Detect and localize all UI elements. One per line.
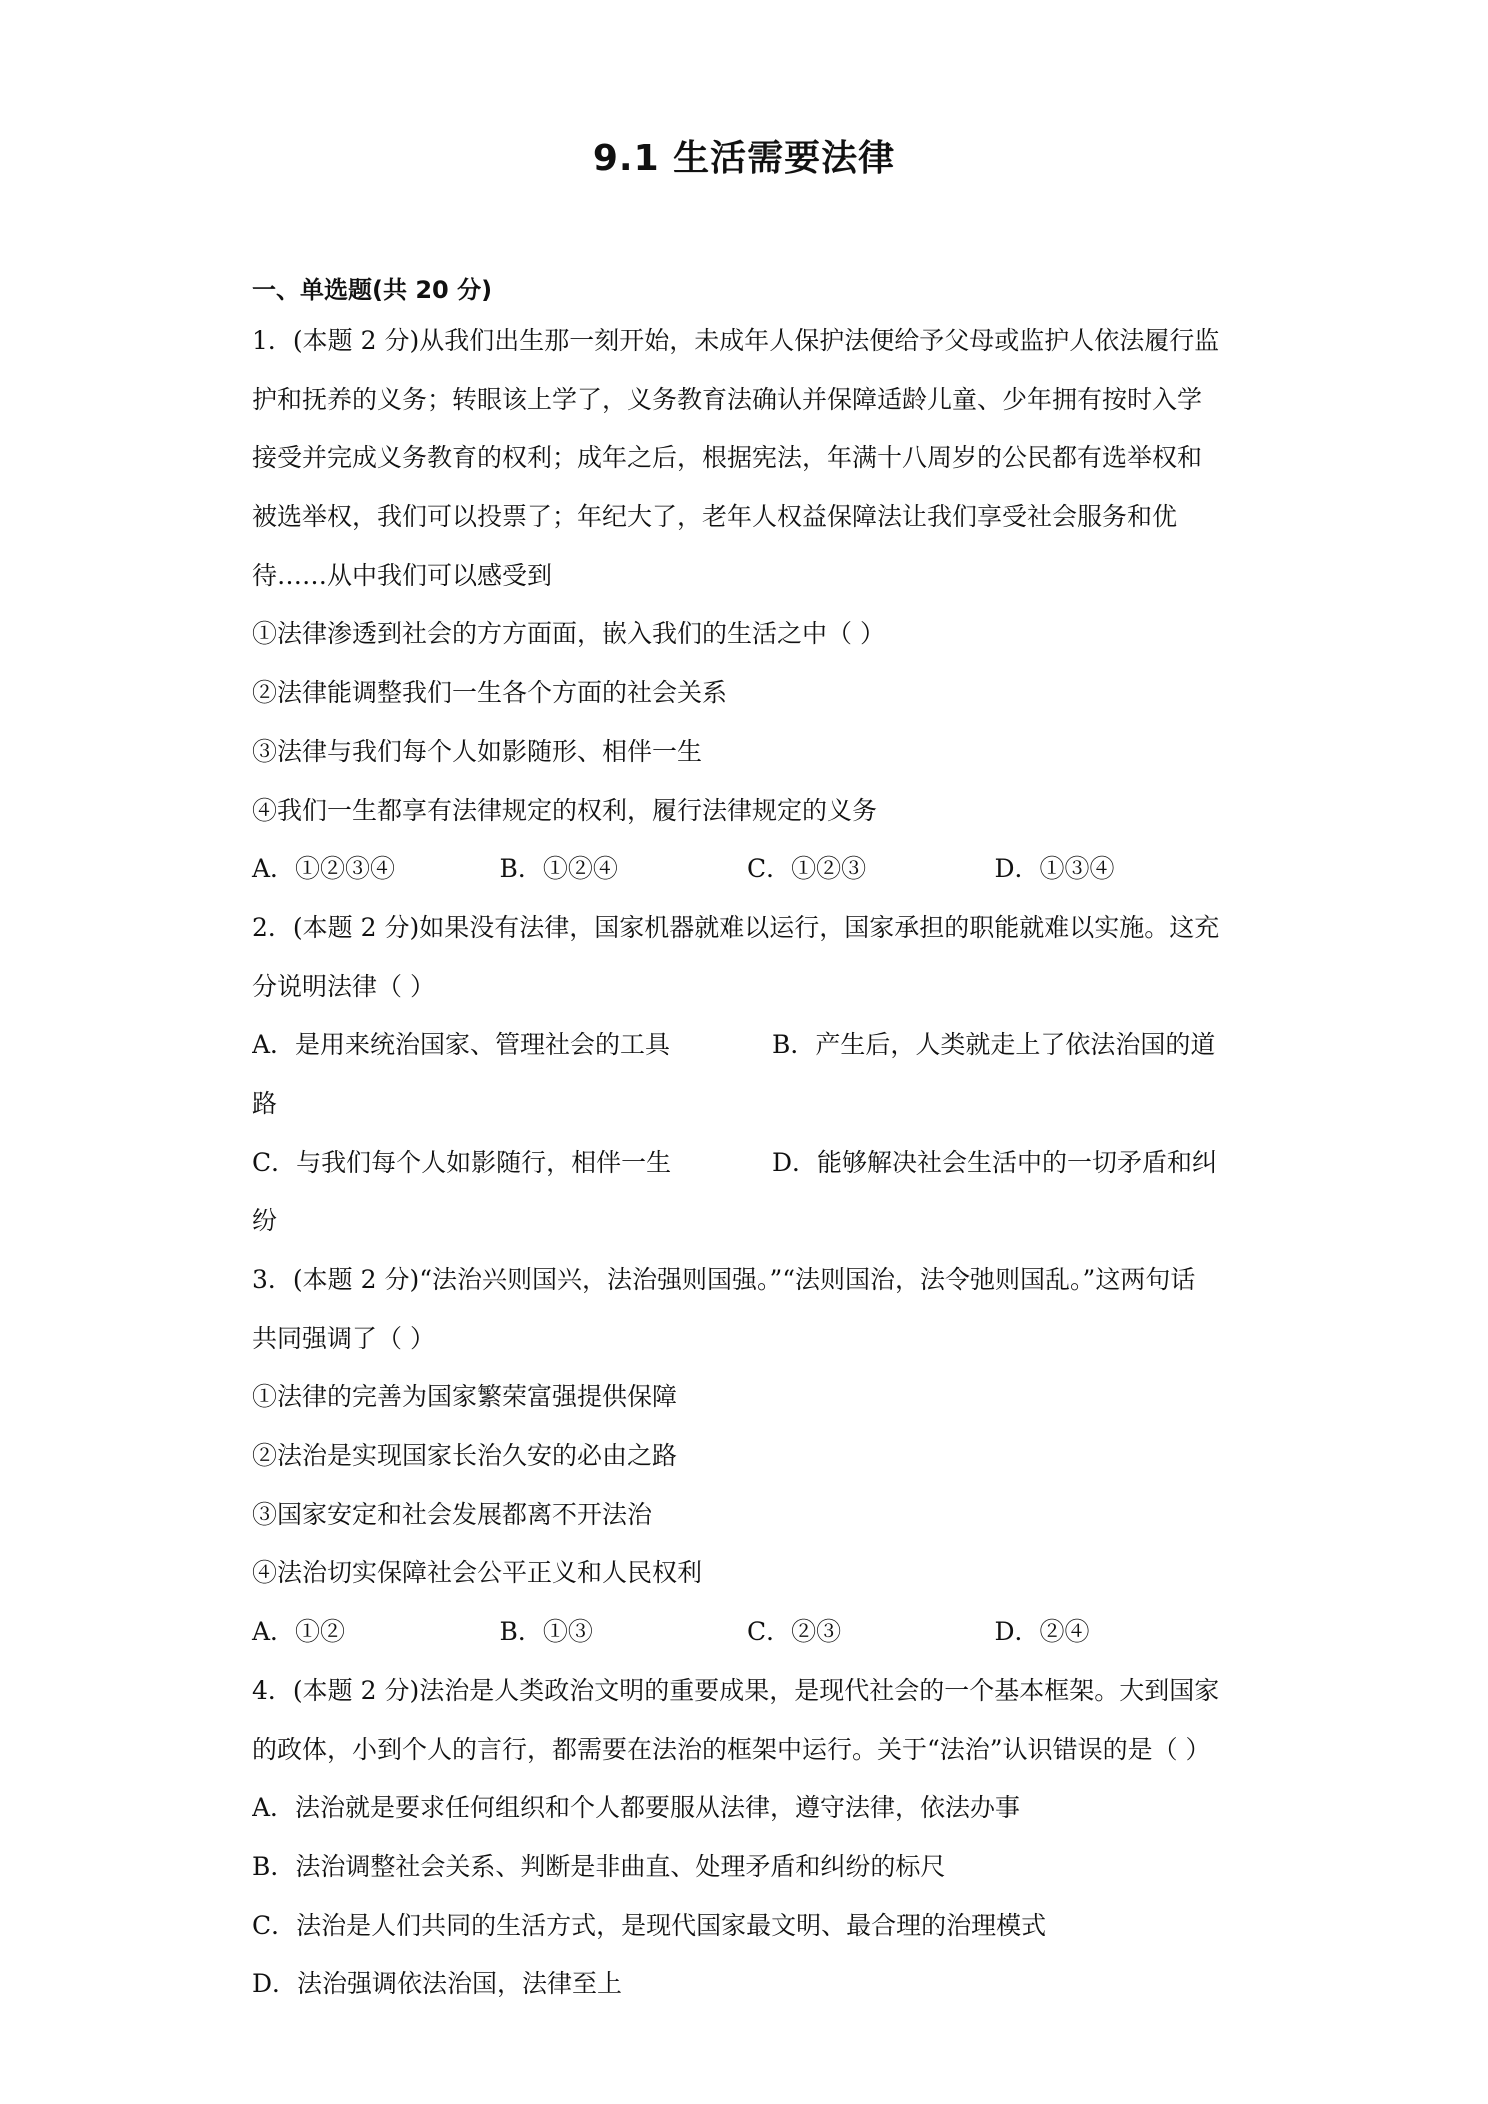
answer-options	[252, 840, 1242, 899]
option-c: C．②③	[747, 1617, 842, 1647]
option-c: C．①②③	[747, 854, 867, 884]
question-text-line: 护和抚养的义务；转眼该上学了，义务教育法确认并保障适龄儿童、少年拥有按时入学	[252, 384, 1203, 414]
option-c: C．法治是人们共同的生活方式，是现代国家最文明、最合理的治理模式	[252, 1910, 1047, 1940]
question-text-line: 4．(本题 2 分)法治是人类政治文明的重要成果，是现代社会的一个基本框架。大到国家	[252, 1675, 1220, 1705]
statement-item: ③法律与我们每个人如影随形、相伴一生	[252, 736, 703, 766]
answer-options	[252, 1603, 1242, 1662]
statement-item: ④我们一生都享有法律规定的权利，履行法律规定的义务	[252, 795, 878, 825]
statement-item: ②法律能调整我们一生各个方面的社会关系	[252, 678, 728, 708]
question-text-line: 的政体，小到个人的言行，都需要在法治的框架中运行。关于“法治”认识错误的是（ ）	[252, 1734, 1211, 1764]
question-4	[252, 1662, 1242, 2014]
option-continuation: 纷	[252, 1206, 278, 1236]
option-b: B．法治调整社会关系、判断是非曲直、处理矛盾和纠纷的标尺	[252, 1851, 946, 1881]
question-text-line: 3．(本题 2 分)“法治兴则国兴，法治强则国强。”“法则国治，法令弛则国乱。”这两句话	[252, 1265, 1196, 1294]
option-b: B．①②④	[499, 854, 618, 884]
statement-item: ③国家安定和社会发展都离不开法治	[252, 1499, 653, 1529]
option-b: B．①③	[499, 1617, 593, 1647]
option-b: B．产生后，人类就走上了依法治国的道	[772, 1030, 1216, 1060]
question-text-line: 共同强调了（ ）	[252, 1323, 435, 1353]
question-text-line: 2．(本题 2 分)如果没有法律，国家机器就难以运行，国家承担的职能就难以实施。这充	[252, 912, 1220, 942]
statement-item: ②法治是实现国家长治久安的必由之路	[252, 1441, 678, 1471]
option-a: A．是用来统治国家、管理社会的工具	[252, 1030, 671, 1060]
answer-options-row	[252, 1134, 1242, 1193]
statement-item: ①法律渗透到社会的方方面面，嵌入我们的生活之中（ ）	[252, 619, 885, 649]
option-d: D．②④	[994, 1617, 1090, 1647]
section-heading: 一、单选题(共 20 分)	[252, 276, 493, 304]
document-body	[252, 268, 1242, 2014]
question-text-line: 接受并完成义务教育的权利；成年之后，根据宪法，年满十八周岁的公民都有选举权和	[252, 443, 1203, 473]
statement-item: ①法律的完善为国家繁荣富强提供保障	[252, 1382, 678, 1412]
statement-item: ④法治切实保障社会公平正义和人民权利	[252, 1558, 703, 1588]
option-a: A．①②③④	[252, 854, 396, 884]
question-3	[252, 1251, 1242, 1662]
question-text-line: 1．(本题 2 分)从我们出生那一刻开始，未成年人保护法便给予父母或监护人依法履行监	[252, 326, 1220, 355]
question-1	[252, 312, 1242, 899]
question-text-line: 分说明法律（ ）	[252, 971, 435, 1001]
question-text-line: 待……从中我们可以感受到	[252, 560, 553, 590]
option-a: A．①②	[252, 1617, 346, 1647]
answer-options-row	[252, 1016, 1242, 1075]
question-2	[252, 899, 1242, 1251]
document-title: 9.1 生活需要法律	[592, 138, 896, 179]
option-a: A．法治就是要求任何组织和个人都要服从法律，遵守法律，依法办事	[252, 1793, 1021, 1823]
option-continuation: 路	[252, 1088, 278, 1118]
option-d: D．能够解决社会生活中的一切矛盾和纠	[772, 1147, 1218, 1177]
option-d: D．①③④	[994, 854, 1115, 884]
option-d: D．法治强调依法治国，法律至上	[252, 1969, 623, 1999]
option-c: C．与我们每个人如影随行，相伴一生	[252, 1147, 672, 1177]
question-text-line: 被选举权，我们可以投票了；年纪大了，老年人权益保障法让我们享受社会服务和优	[252, 502, 1178, 532]
